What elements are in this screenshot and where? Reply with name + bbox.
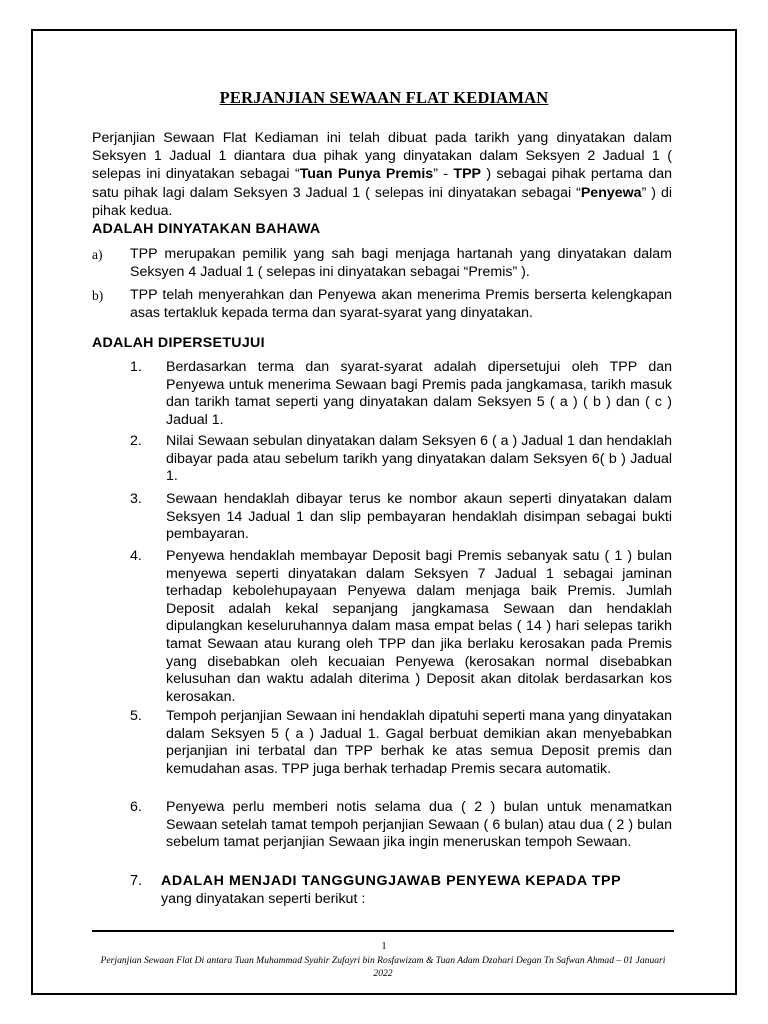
item-text: Penyewa hendaklah membayar Deposit bagi Premis sebanyak satu ( 1 ) bulan menyewa seperti dinyatakan dalam Seksyen 7 Jadual 1 sebagai jaminan terhadap kebolehupayaan Penyewa dalam menjaga baik Premis. Jumlah Deposit adalah kekal sepanjang jangkamasa Sewaan dan hendaklah dipulangkan keseluruhannya dalam masa empat belas ( 14 ) hari selepas tarikh tamat Sewaan atau kurang oleh TPP dan jika berlaku kerosakan pada Premis yang disebabkan oleh kecuaian Penyewa (kerosakan normal disebabkan kelusuhan dan waktu adalah diterima ) Deposit akan ditolak berdasarkan kos kerosakan. <box>166 548 672 705</box>
intro-text-3: ” ) di pihak kedua. <box>92 184 672 219</box>
numbered-item-6 <box>92 799 672 852</box>
item7-bold-heading: ADALAH MENJADI TANGGUNGJAWAB PENYEWA KEPADA TPP <box>161 873 622 889</box>
tpp-abbr: TPP <box>453 166 482 183</box>
numbered-item-4 <box>92 548 672 706</box>
item-number: 1. <box>130 359 142 375</box>
penyewa-term: Penyewa <box>580 184 642 201</box>
footer-divider <box>92 930 674 932</box>
section-heading-dinyatakan: ADALAH DINYATAKAN BAHAWA <box>92 221 321 237</box>
item-number: 7. <box>130 873 143 889</box>
item7-text: yang dinyatakan seperti berikut : <box>161 890 366 907</box>
intro-dash: ” - <box>433 166 454 183</box>
lettered-item-b <box>92 287 672 322</box>
page-number: 1 <box>381 941 387 952</box>
numbered-item-2 <box>92 433 672 486</box>
item-number: 6. <box>130 799 142 815</box>
tpp-term: Tuan Punya Premis <box>299 166 434 183</box>
item-number: 2. <box>130 433 142 449</box>
item-text: Nilai Sewaan sebulan dinyatakan dalam Seksyen 6 ( a ) Jadual 1 dan hendaklah dibayar pada atau sebelum tarikh yang dinyatakan dalam Seksyen 6( b ) Jadual 1. <box>166 433 672 485</box>
numbered-item-1 <box>92 359 672 429</box>
document-title: PERJANJIAN SEWAAN FLAT KEDIAMAN <box>219 88 549 107</box>
numbered-item-5 <box>92 708 672 778</box>
item-marker: b) <box>92 288 104 303</box>
item-number: 5. <box>130 708 142 724</box>
numbered-item-3 <box>92 491 672 544</box>
footer-text: Perjanjian Sewaan Flat Di antara Tuan Muhammad Syahir Zufayri bin Rosfawizam & Tuan Adam Dzahari Degan Tn Safwan Ahmad – 01 Januari 2022 <box>100 955 666 979</box>
item-text: Berdasarkan terma dan syarat-syarat adalah dipersetujui oleh TPP dan Penyewa untuk menerima Sewaan bagi Premis pada jangkamasa, tarikh masuk dan tarikh tamat seperti yang dinyatakan dalam Seksyen 5 ( a ) ( b ) dan ( c ) Jadual 1. <box>166 359 672 428</box>
section-heading-dipersetujui: ADALAH DIPERSETUJUI <box>92 335 265 351</box>
intro-paragraph <box>92 129 672 220</box>
item-text <box>161 873 672 908</box>
item-marker: a) <box>92 247 103 262</box>
item-text: Tempoh perjanjian Sewaan ini hendaklah dipatuhi seperti mana yang dinyatakan dalam Seksyen 5 ( a ) Jadual 1. Gagal berbuat demikian akan menyebabkan perjanjian ini terbatal dan TPP berhak ke atas semua Deposit premis dan kemudahan asas. TPP juga berhak terhadap Premis secara automatik. <box>166 708 672 777</box>
item-text: Penyewa perlu memberi notis selama dua ( 2 ) bulan untuk menamatkan Sewaan setelah tamat tempoh perjanjian Sewaan ( 6 bulan) atau dua ( 2 ) bulan sebelum tamat perjanjian Sewaan jika ingin meneruskan tempoh Sewaan. <box>166 799 672 851</box>
intro-text-2: ) sebagai pihak pertama dan satu pihak lagi dalam Seksyen 3 Jadual 1 ( selepas ini dinyatakan sebagai “ <box>92 166 672 201</box>
item-text: TPP telah menyerahkan dan Penyewa akan menerima Premis berserta kelengkapan asas tertakluk kepada terma dan syarat-syarat yang dinyatakan. <box>130 287 672 321</box>
lettered-item-a <box>92 246 672 281</box>
item-number: 3. <box>130 491 142 507</box>
item-text: TPP merupakan pemilik yang sah bagi menjaga hartanah yang dinyatakan dalam Seksyen 4 Jadual 1 ( selepas ini dinyatakan sebagai “Premis” ). <box>130 246 672 280</box>
item-number: 4. <box>130 548 142 564</box>
item-text: Sewaan hendaklah dibayar terus ke nombor akaun seperti dinyatakan dalam Seksyen 14 Jadual 1 dan slip pembayaran hendaklah disimpan sebagai bukti pembayaran. <box>166 491 672 543</box>
intro-text-1: Perjanjian Sewaan Flat Kediaman ini telah dibuat pada tarikh yang dinyatakan dalam Seksyen 1 Jadual 1 diantara dua pihak yang dinyatakan dalam Seksyen 2 Jadual 1 ( selepas ini dinyatakan sebagai “ <box>92 130 672 183</box>
numbered-item-7 <box>92 873 672 908</box>
